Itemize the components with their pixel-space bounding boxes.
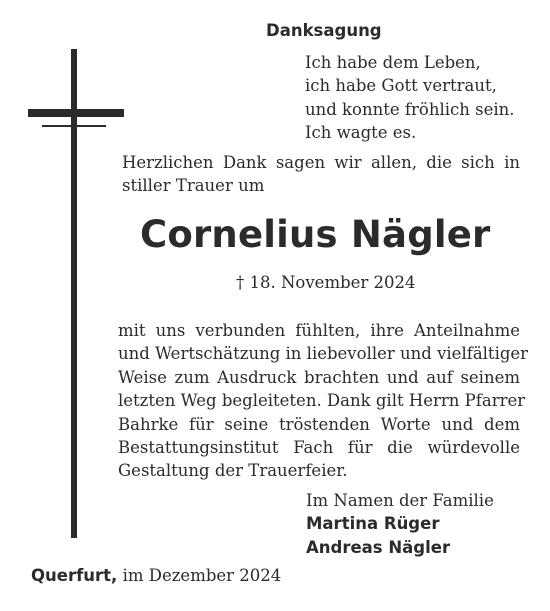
deceased-name: Cornelius Nägler (140, 213, 491, 256)
poem (305, 51, 515, 145)
place-date (31, 566, 281, 585)
place: Querfurt, (31, 566, 118, 585)
cross-horizontal-beam (28, 109, 124, 117)
poem-line: ich habe Gott vertraut, (305, 76, 497, 96)
signature-intro: Im Namen der Familie (306, 491, 494, 510)
body-text (118, 319, 529, 483)
intro-line: stiller Trauer um (122, 176, 265, 196)
body-line: und Wertschätzung in liebevoller und vielfältiger (118, 344, 529, 364)
poem-line: Ich wagte es. (305, 123, 417, 143)
body-line: Weise zum Ausdruck brachten und auf seinem (118, 367, 520, 387)
body-line: Bahrke für seine tröstenden Worte und dem (118, 414, 520, 434)
poem-line: Ich habe dem Leben, (305, 53, 481, 72)
body-line: Gestaltung der Trauerfeier. (118, 461, 348, 481)
signature-name: Andreas Nägler (306, 537, 451, 557)
cross-thin-beam (42, 125, 106, 127)
cross-vertical-beam (71, 49, 77, 538)
body-line: mit uns verbunden fühlten, ihre Anteilnahme (118, 321, 520, 340)
body-line: Bestattungsinstitut Fach für die würdevolle (118, 438, 520, 458)
intro-text (122, 151, 520, 198)
signature-block (306, 489, 494, 559)
poem-line: und konnte fröhlich sein. (305, 99, 515, 119)
intro-line: Herzlichen Dank sagen wir allen, die sich in (122, 153, 520, 172)
date: im Dezember 2024 (117, 566, 282, 585)
death-date: † 18. November 2024 (236, 273, 416, 292)
body-line: letzten Weg begleiteten. Dank gilt Herrn Pfarrer (118, 391, 526, 411)
heading: Danksagung (266, 21, 382, 40)
signature-name: Martina Rüger (306, 514, 440, 534)
